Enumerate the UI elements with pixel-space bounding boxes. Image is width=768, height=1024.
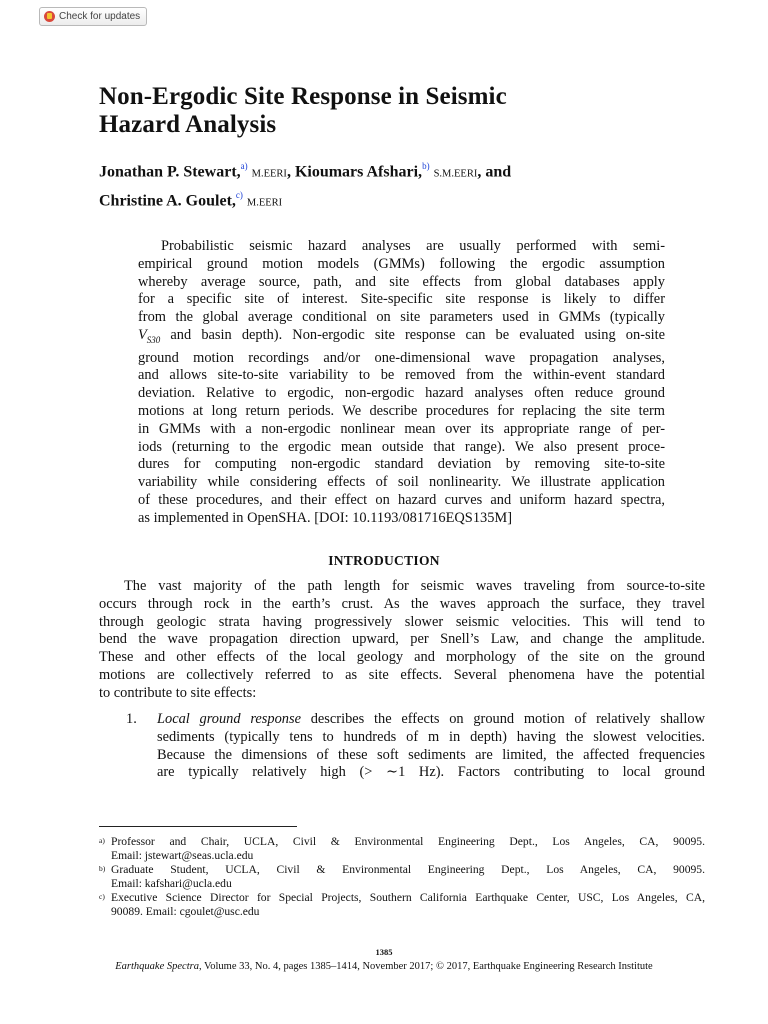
paragraph-line: These and other effects of the local geology and morphology of the site on the ground bbox=[99, 649, 705, 666]
abstract bbox=[138, 238, 665, 528]
abstract-line: and allows site-to-site variability to be removed from the within-event standard bbox=[138, 367, 665, 384]
footnote-email[interactable]: Email: jstewart@seas.ucla.edu bbox=[111, 849, 254, 862]
member-grade: M.EERI bbox=[251, 168, 287, 180]
footnote-email[interactable]: Email: kafshari@ucla.edu bbox=[111, 877, 232, 890]
abstract-line-text: and basin depth). Non-ergodic site response can be evaluated using on-site bbox=[170, 326, 665, 343]
section-heading: INTRODUCTION bbox=[328, 553, 440, 568]
abstract-line: of these procedures, and their effect on hazard curves and uniform hazard spectra, bbox=[138, 492, 665, 509]
intro-paragraph bbox=[99, 578, 705, 703]
conjunction: , and bbox=[477, 163, 512, 181]
footnote bbox=[99, 863, 705, 891]
footnote bbox=[99, 891, 705, 919]
check-for-updates-label: Check for updates bbox=[59, 11, 141, 22]
abstract-line: dures for computing non-ergodic standard deviation by removing site-to-site bbox=[138, 456, 665, 473]
abstract-line: motions at long return periods. We describe procedures for replacing the site term bbox=[138, 403, 665, 420]
abstract-line: in GMMs with a non-ergodic nonlinear mean over its appropriate range of per- bbox=[138, 420, 665, 437]
affiliation-mark[interactable]: b) bbox=[422, 161, 430, 171]
footnote-line: Graduate Student, UCLA, Civil & Environmental Engineering Dept., Los Angeles, CA, 90095. bbox=[111, 863, 705, 876]
check-for-updates-button[interactable] bbox=[39, 7, 147, 26]
paragraph-line: The vast majority of the path length for seismic waves traveling from source-to-site bbox=[124, 578, 705, 594]
footnote-mark: b) bbox=[99, 864, 106, 873]
crossmark-icon bbox=[44, 11, 55, 22]
abstract-line-vs30 bbox=[138, 327, 665, 350]
list-line: Because the dimensions of these soft sediments are limited, the affected frequencies bbox=[157, 746, 705, 763]
page-number: 1385 bbox=[375, 947, 393, 957]
vs30-symbol: V bbox=[138, 326, 147, 343]
affiliation-mark[interactable]: c) bbox=[235, 190, 243, 201]
list-line bbox=[157, 711, 705, 729]
abstract-line-doi: as implemented in OpenSHA. [DOI: 10.1193/081716EQS135M] bbox=[138, 509, 512, 526]
footnotes bbox=[99, 835, 705, 919]
list-item-body bbox=[157, 711, 705, 782]
paper-title bbox=[99, 83, 699, 139]
list-line: sediments (typically tens to hundreds of m in depth) having the slowest velocities. bbox=[157, 728, 705, 745]
member-grade: M.EERI bbox=[246, 197, 283, 209]
list-line-text: describes the effects on ground motion of relatively shallow bbox=[300, 711, 705, 727]
author-name: Kioumars Afshari, bbox=[294, 163, 423, 181]
abstract-line: variability while considering effects of soil nonlinearity. We illustrate application bbox=[138, 474, 665, 491]
abstract-line: from the global average conditional on site parameters used in GMMs (typically bbox=[138, 309, 665, 326]
abstract-line: whereby average source, path, and site effects from global databases apply bbox=[138, 273, 665, 290]
list-line: are typically relatively high (> ∼1 Hz). Factors contributing to local ground bbox=[157, 764, 705, 781]
paragraph-line: occurs through rock in the earth’s crust. As the waves approach the surface, they travel bbox=[99, 595, 705, 612]
abstract-line: deviation. Relative to ergodic, non-ergodic hazard analyses often reduce ground bbox=[138, 385, 665, 402]
abstract-line: Probabilistic seismic hazard analyses are usually performed with semi- bbox=[161, 238, 665, 254]
paragraph-line: motions are collectively referred to as site effects. Several phenomena have the potential bbox=[99, 666, 705, 683]
footnote-email[interactable]: 90089. Email: cgoulet@usc.edu bbox=[111, 905, 260, 918]
abstract-line: empirical ground motion models (GMMs) following the ergodic assumption bbox=[138, 255, 665, 272]
author-name: Christine A. Goulet, bbox=[99, 192, 236, 210]
paragraph-line: to contribute to site effects: bbox=[99, 684, 257, 701]
paragraph-line: bend the wave propagation direction upward, per Snell’s Law, and change the amplitude. bbox=[99, 631, 705, 648]
abstract-line: ground motion recordings and/or one-dimensional wave propagation analyses, bbox=[138, 349, 665, 366]
journal-name: Earthquake Spectra bbox=[115, 961, 199, 972]
separator: , bbox=[286, 163, 291, 181]
footnote-divider bbox=[99, 826, 297, 827]
paragraph-line: through geologic strata having progressively slower seismic velocities. This will tend to bbox=[99, 613, 705, 630]
author-list bbox=[99, 156, 699, 215]
footnote bbox=[99, 835, 705, 863]
citation-text: , Volume 33, No. 4, pages 1385–1414, November 2017; © 2017, Earthquake Engineering Research Institute bbox=[198, 961, 653, 972]
author-line-1 bbox=[99, 156, 699, 185]
author-line-2 bbox=[99, 185, 699, 214]
title-line-2: Hazard Analysis bbox=[99, 111, 277, 138]
list-term: Local ground response bbox=[157, 711, 301, 727]
abstract-line: iods (returning to the ergodic mean outside that range). We also present proce- bbox=[138, 438, 665, 455]
footnote-mark: a) bbox=[99, 836, 105, 845]
footnote-line: Executive Science Director for Special Projects, Southern California Earthquake Center, USC, Los Angeles, CA, bbox=[111, 891, 705, 904]
author-name: Jonathan P. Stewart, bbox=[99, 163, 241, 181]
journal-citation bbox=[0, 961, 768, 972]
footnote-mark: c) bbox=[99, 892, 105, 901]
vs30-subscript: S30 bbox=[146, 334, 161, 345]
affiliation-mark[interactable]: a) bbox=[240, 161, 248, 171]
footnote-line: Professor and Chair, UCLA, Civil & Environmental Engineering Dept., Los Angeles, CA, 90095. bbox=[111, 835, 705, 848]
member-grade: S.M.EERI bbox=[433, 168, 478, 180]
abstract-line: for a specific site of interest. Site-specific site response is likely to differ bbox=[138, 291, 665, 308]
list-number: 1. bbox=[126, 711, 137, 727]
title-line-1: Non-Ergodic Site Response in Seismic bbox=[99, 83, 507, 110]
